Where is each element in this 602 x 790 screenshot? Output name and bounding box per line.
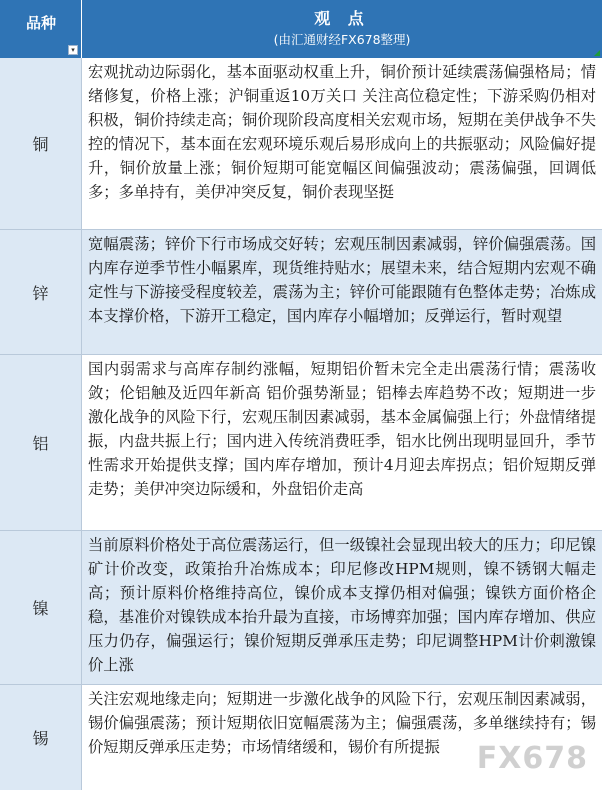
header-category-cell — [0, 0, 82, 58]
metal-name: 镍 — [0, 531, 82, 684]
metal-name: 锌 — [0, 230, 82, 354]
metal-name: 铝 — [0, 355, 82, 530]
header-category-label: 品种 — [25, 14, 56, 32]
view-text: 宏观扰动边际弱化，基本面驱动权重上升，铜价预计延续震荡偏强格局；情绪修复，价格上涨；沪铜重返10万关口 关注高位稳定性；下游采购仍相对积极，铜价持续走高；铜价现阶段高度相关宏观市场，短期在美伊战争不失控的情况下，基本面在宏观环境乐观后易形成向上的共振驱动；风险偏好提升，铜价放量上涨；铜价短期可能宽幅区间偏强波动；震荡偏强，回调低多；多单持有，美伊冲突反复，铜价表现坚挺 — [82, 58, 602, 229]
header-view-subtitle: (由汇通财经FX678整理) — [273, 32, 411, 47]
view-text: 宽幅震荡；锌价下行市场成交好转；宏观压制因素减弱，锌价偏强震荡。国内库存逆季节性小幅累库，现货维持贴水；展望未来，结合短期内宏观不确定性与下游接受程度较差，震荡为主；锌价可能跟随有色整体走势；冶炼成本支撑价格，下游开工稳定，国内库存小幅增加；反弹运行，暂时观望 — [82, 230, 602, 354]
filter-dropdown-icon[interactable]: ▾ — [68, 45, 78, 55]
table-row — [0, 355, 602, 530]
table-row — [0, 230, 602, 354]
cell-comment-marker-icon — [594, 50, 600, 56]
view-text: 关注宏观地缘走向；短期进一步激化战争的风险下行，宏观压制因素减弱，锡价偏强震荡；预计短期依旧宽幅震荡为主；偏强震荡，多单继续持有；锡价短期反弹承压走势；市场情绪缓和，锡价有所提振 — [82, 685, 602, 790]
table-row — [0, 58, 602, 229]
table-row — [0, 531, 602, 684]
metal-name: 铜 — [0, 58, 82, 229]
metal-name: 锡 — [0, 685, 82, 790]
view-text: 国内弱需求与高库存制约涨幅，短期铝价暂未完全走出震荡行情；震荡收敛；伦铝触及近四年新高 铝价强势渐显；铝棒去库趋势不改；短期进一步激化战争的风险下行，宏观压制因素减弱，基本金属偏强上行；外盘情绪提振，内盘共振上行；国内进入传统消费旺季，铝水比例出现明显回升，季节性需求开始提供支撑；国内库存增加，预计4月迎去库拐点；铝价短期反弹走势；美伊冲突边际缓和，外盘铝价走高 — [82, 355, 602, 530]
table-header — [0, 0, 602, 58]
header-view-title: 观 点 — [314, 9, 370, 28]
view-text: 当前原料价格处于高位震荡运行，但一级镍社会显现出较大的压力；印尼镍矿计价改变，政策抬升冶炼成本；印尼修改HPM规则，镍不锈钢大幅走高；预计原料价格维持高位，镍价成本支撑仍相对偏强；镍铁方面价格企稳，基准价对镍铁成本抬升最为直接，市场博弈加强；国内库存增加、供应压力仍存，偏强运行；镍价短期反弹承压走势；印尼调整HPM计价刺激镍价上涨 — [82, 531, 602, 684]
watermark-logo: FX678 — [476, 741, 588, 776]
